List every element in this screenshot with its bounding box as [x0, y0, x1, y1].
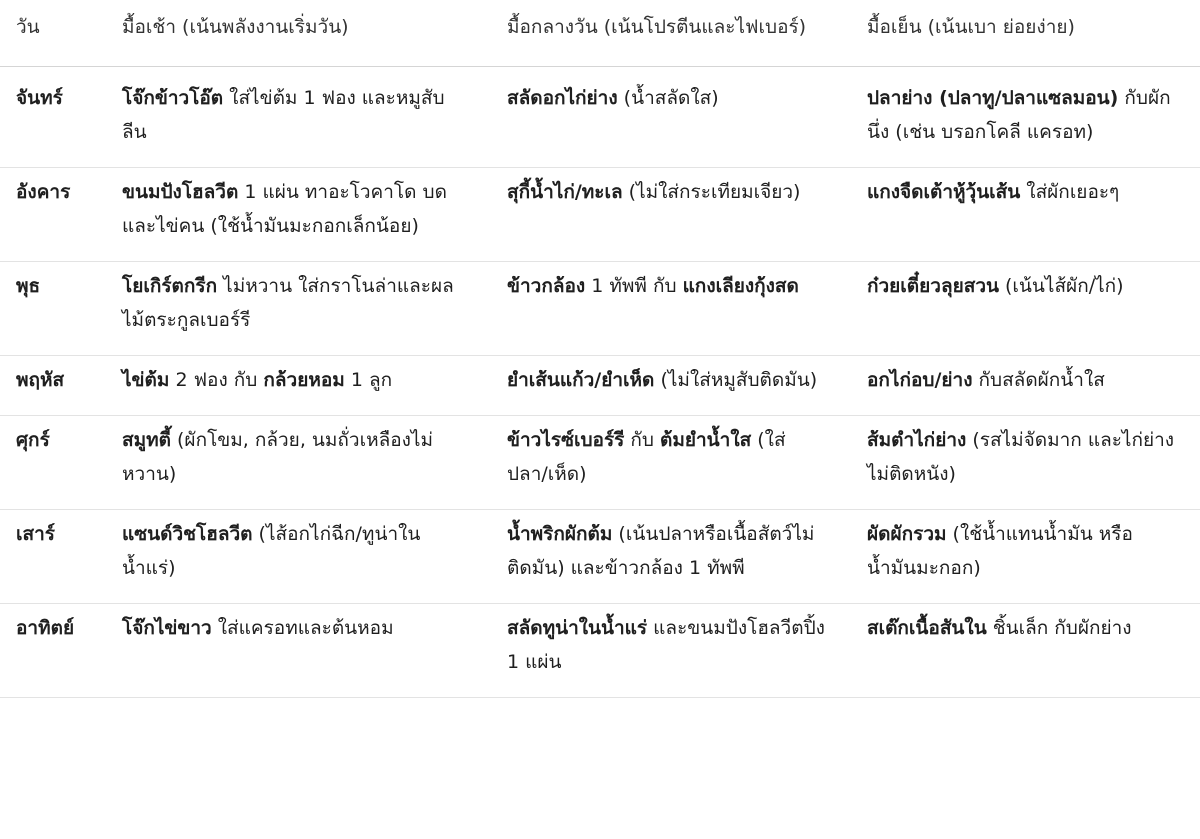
dish-name-secondary: แกงเลียงกุ้งสด [682, 275, 799, 297]
header-lunch: มื้อกลางวัน (เน้นโปรตีนและไฟเบอร์) [507, 16, 807, 38]
breakfast-cell [105, 168, 495, 261]
dish-name: สมูทตี้ [122, 429, 171, 451]
header-day: วัน [16, 16, 40, 38]
dish-name: ยำเส้นแก้ว/ยำเห็ด [507, 369, 655, 391]
lunch-cell [495, 67, 855, 167]
dish-name: โยเกิร์ตกรีก [122, 275, 218, 297]
lunch-cell [495, 604, 855, 697]
dish-detail: กับผักนึ่ง (เช่น บรอกโคลี แครอท) [867, 87, 1171, 143]
dish-detail: (เน้นไส้ผัก/ไก่) [998, 275, 1124, 297]
dish-detail: 1 แผ่น ทาอะโวคาโด บด และไข่คน (ใช้น้ำมันมะกอกเล็กน้อย) [122, 181, 447, 237]
dish-detail: กับ [624, 429, 661, 451]
dish-detail: (ใช้น้ำแทนน้ำมัน หรือน้ำมันมะกอก) [867, 523, 1133, 579]
dinner-cell [855, 168, 1200, 261]
dish-detail: (รสไม่จัดมาก และไก่ย่างไม่ติดหนัง) [867, 429, 1175, 485]
dish-name: แกงจืดเต้าหู้วุ้นเส้น [867, 181, 1021, 203]
lunch-cell [495, 262, 855, 355]
dinner-cell [855, 510, 1200, 603]
day-cell: พฤหัส [16, 369, 65, 391]
dish-name: ปลาย่าง (ปลาทู/ปลาแซลมอน) [867, 87, 1119, 109]
lunch-cell [495, 168, 855, 261]
lunch-cell [495, 356, 855, 415]
day-cell: พุธ [16, 275, 41, 297]
breakfast-cell [105, 604, 495, 697]
dish-name: ไข่ต้ม [122, 369, 170, 391]
lunch-cell [495, 510, 855, 603]
table-header-row [0, 0, 1200, 67]
dish-name: ก๋วยเตี๋ยวลุยสวน [867, 275, 999, 297]
dish-name: สุกี้น้ำไก่/ทะเล [507, 181, 623, 203]
dish-name-secondary: กล้วยหอม [263, 369, 345, 391]
dish-detail: 1 ทัพพี กับ [585, 275, 683, 297]
dish-detail: กับสลัดผักน้ำใส [972, 369, 1105, 391]
dinner-cell [855, 604, 1200, 697]
dish-detail: 2 ฟอง กับ [169, 369, 264, 391]
breakfast-cell [105, 67, 495, 167]
dish-detail: ไม่หวาน ใส่กราโนล่าและผลไม้ตระกูลเบอร์รี [122, 275, 454, 331]
table-row [0, 416, 1200, 510]
day-cell: อาทิตย์ [16, 617, 75, 639]
dish-name: ส้มตำไก่ย่าง [867, 429, 967, 451]
dish-name: ข้าวไรซ์เบอร์รี [507, 429, 625, 451]
dish-detail: (เน้นปลาหรือเนื้อสัตว์ไม่ติดมัน) และข้าวกล้อง 1 ทัพพี [507, 523, 815, 579]
breakfast-cell [105, 416, 495, 509]
dish-detail: และขนมปังโฮลวีตปิ้ง 1 แผ่น [507, 617, 825, 673]
dish-detail: (ไม่ใส่หมูสับติดมัน) [654, 369, 818, 391]
table-row [0, 510, 1200, 604]
breakfast-cell [105, 510, 495, 603]
dish-name: สลัดทูน่าในน้ำแร่ [507, 617, 648, 639]
day-cell: ศุกร์ [16, 429, 50, 451]
dinner-cell [855, 262, 1200, 355]
dish-name: โจ๊กไข่ขาว [122, 617, 212, 639]
dish-name: สลัดอกไก่ย่าง [507, 87, 618, 109]
header-breakfast: มื้อเช้า (เน้นพลังงานเริ่มวัน) [122, 16, 349, 38]
header-dinner: มื้อเย็น (เน้นเบา ย่อยง่าย) [867, 16, 1075, 38]
dish-detail: (ไม่ใส่กระเทียมเจียว) [622, 181, 801, 203]
breakfast-cell [105, 262, 495, 355]
table-row [0, 356, 1200, 416]
day-cell: อังคาร [16, 181, 71, 203]
table-row [0, 604, 1200, 698]
dish-detail: (ไส้อกไก่ฉีก/ทูน่าในน้ำแร่) [122, 523, 421, 579]
dish-name: ผัดผักรวม [867, 523, 947, 545]
dish-name: ขนมปังโฮลวีต [122, 181, 239, 203]
table-row [0, 262, 1200, 356]
dish-name: อกไก่อบ/ย่าง [867, 369, 973, 391]
dish-detail: ใส่ผักเยอะๆ [1020, 181, 1120, 203]
day-cell: เสาร์ [16, 523, 55, 545]
dish-detail-secondary: (ใส่ปลา/เห็ด) [507, 429, 786, 485]
dinner-cell [855, 67, 1200, 167]
dish-name: แซนด์วิชโฮลวีต [122, 523, 253, 545]
dish-name-secondary: ต้มยำน้ำใส [660, 429, 752, 451]
dinner-cell [855, 416, 1200, 509]
dish-name: สเต๊กเนื้อสันใน [867, 617, 987, 639]
breakfast-cell [105, 356, 495, 415]
lunch-cell [495, 416, 855, 509]
dinner-cell [855, 356, 1200, 415]
dish-name: ข้าวกล้อง [507, 275, 586, 297]
table-row [0, 67, 1200, 168]
dish-detail: ชิ้นเล็ก กับผักย่าง [986, 617, 1132, 639]
dish-detail: (น้ำสลัดใส) [617, 87, 719, 109]
dish-detail: (ผักโขม, กล้วย, นมถั่วเหลืองไม่หวาน) [122, 429, 434, 485]
dish-detail: ใส่แครอทและต้นหอม [211, 617, 394, 639]
dish-name: โจ๊กข้าวโอ๊ต [122, 87, 224, 109]
dish-detail: ใส่ไข่ต้ม 1 ฟอง และหมูสับลีน [122, 87, 445, 143]
day-cell: จันทร์ [16, 87, 63, 109]
dish-name: น้ำพริกผักต้ม [507, 523, 613, 545]
dish-detail-secondary: 1 ลูก [344, 369, 393, 391]
table-row [0, 168, 1200, 262]
